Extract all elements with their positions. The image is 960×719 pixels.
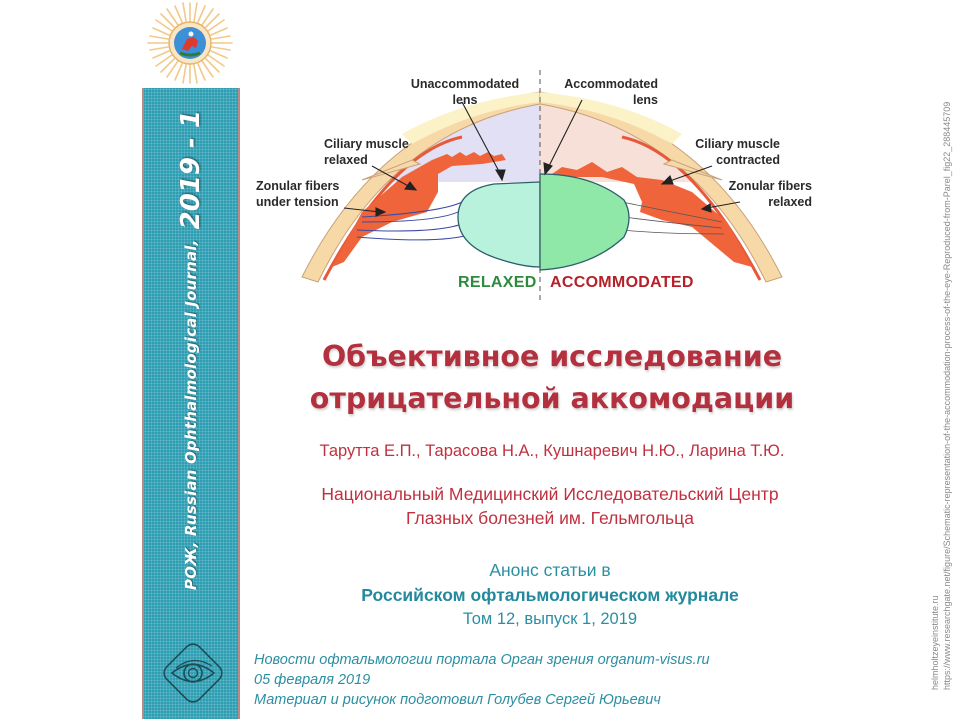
journal-year: 2019 - 1 (176, 110, 206, 230)
institution-name: Национальный Медицинский Исследовательский Центр Глазных болезней им. Гельмгольца (321, 484, 779, 528)
label-unaccommodated-lens: Unaccommodated lens (410, 77, 520, 107)
journal-name: РОЖ, Russian Ophthalmological Journal, (182, 239, 200, 590)
credit-site: helmholtzeyeinstitute.ru (930, 595, 940, 690)
journal-sidebar (142, 88, 240, 719)
article-title: Объективное исследование отрицательной аккомодации (309, 340, 795, 415)
announce-journal: Российском офтальмологическом журнале (361, 585, 739, 605)
news-footer (254, 650, 854, 710)
footer-date: 05 февраля 2019 (254, 672, 371, 688)
label-zonular-tension: Zonular fibers under tension (256, 179, 340, 209)
state-accommodated-label: ACCOMMODATED (550, 274, 694, 291)
credit-source-url: https://www.researchgate.net/figure/Schematic-representation-of-the-accommodation-process-of-the-eye-Reproduced-from-Parel_fig22_288445709 (942, 101, 952, 690)
footer-author: Материал и рисунок подготовил Голубев Сергей Юрьевич (254, 692, 661, 708)
image-credits (928, 0, 958, 719)
eye-logo-icon (156, 636, 230, 710)
article-announcement (250, 558, 850, 630)
label-accommodated-lens: Accommodated lens (564, 77, 658, 107)
label-zonular-relaxed: Zonular fibers relaxed (728, 179, 812, 209)
label-ciliary-contracted: Ciliary muscle contracted (695, 137, 780, 167)
announce-issue: Том 12, выпуск 1, 2019 (462, 610, 638, 628)
label-ciliary-relaxed: Ciliary muscle relaxed (324, 137, 409, 167)
journal-banner (161, 90, 221, 610)
accommodation-diagram (256, 62, 822, 302)
footer-portal: Новости офтальмологии портала Орган зрения organum-visus.ru (254, 652, 710, 668)
journal-emblem-icon (146, 2, 234, 84)
article-authors: Тарутта Е.П., Тарасова Н.А., Кушнаревич Н.Ю., Ларина Т.Ю. (319, 442, 785, 460)
announce-intro: Анонс статьи в (489, 560, 611, 580)
state-relaxed-label: RELAXED (458, 274, 537, 291)
